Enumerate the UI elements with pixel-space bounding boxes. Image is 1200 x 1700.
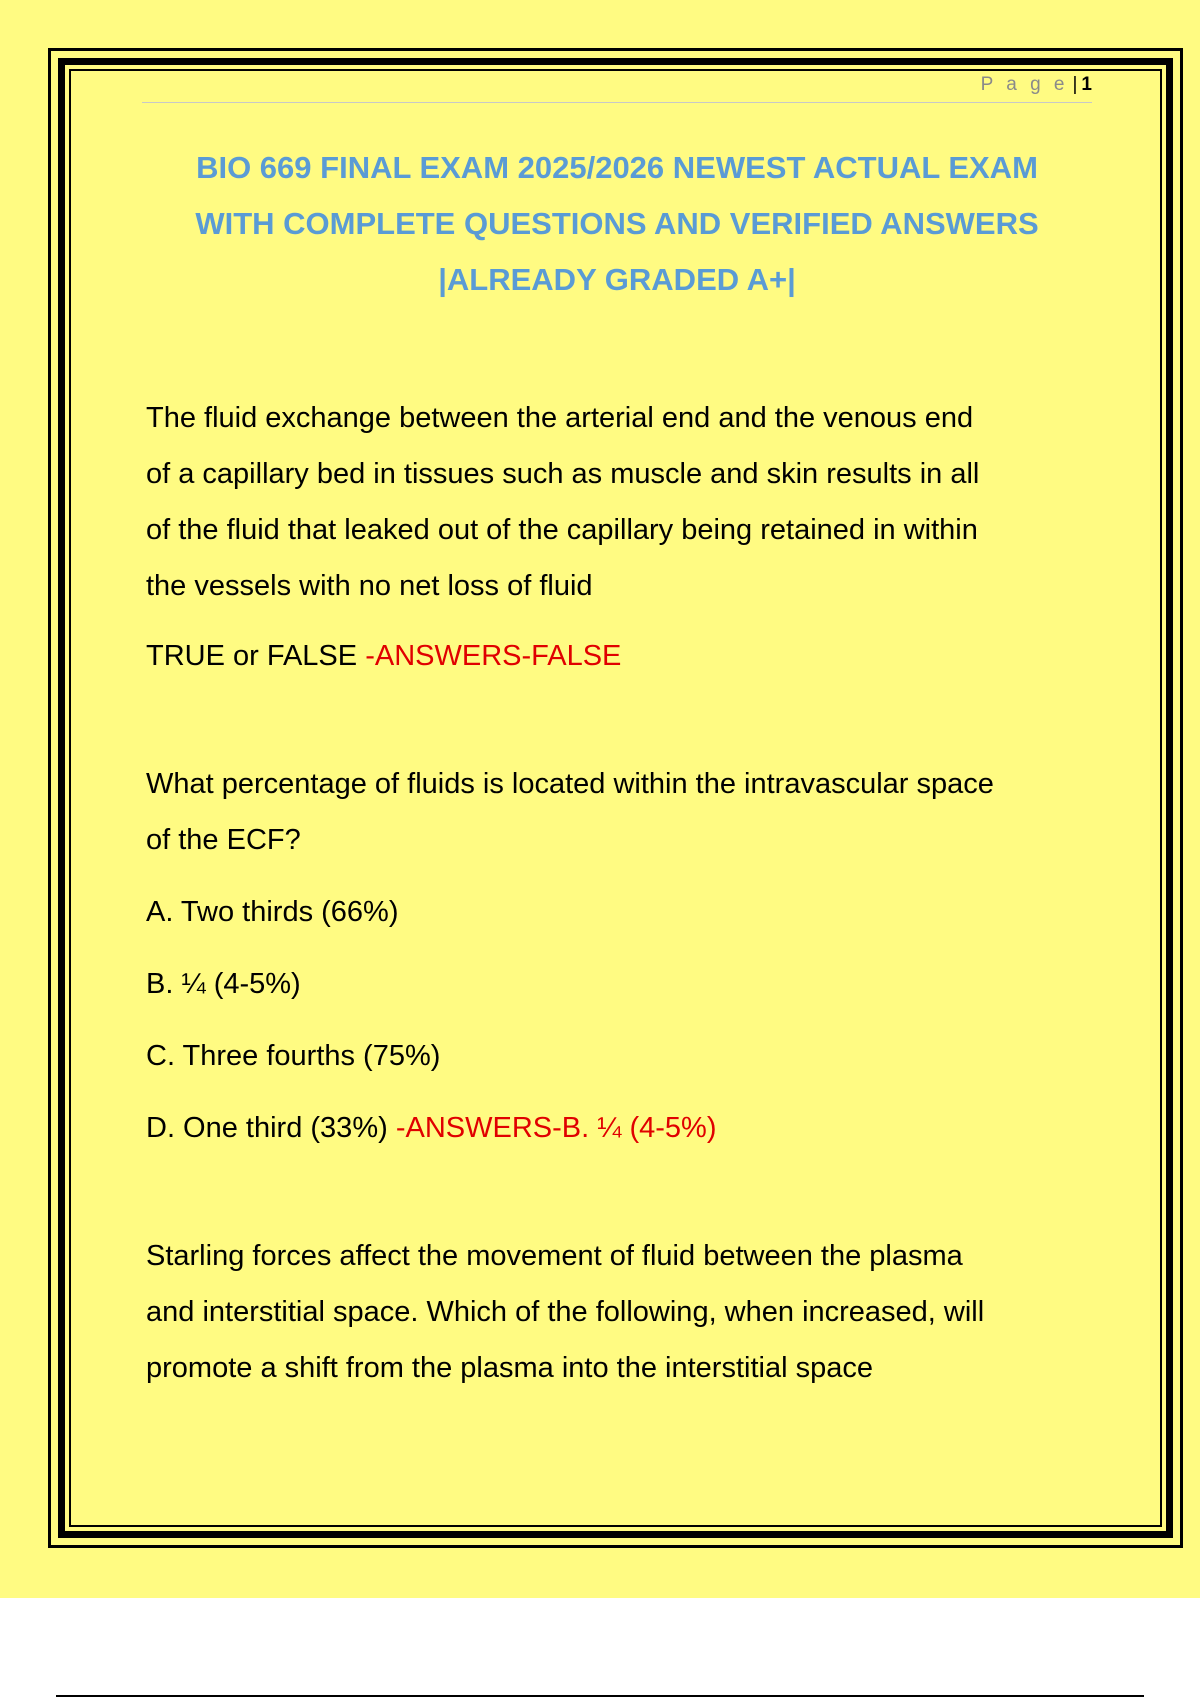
question-2-option-d-line bbox=[146, 1100, 1096, 1156]
question-1 bbox=[146, 390, 1096, 684]
page-label: P a g e bbox=[980, 74, 1069, 95]
question-2-text bbox=[146, 756, 1096, 868]
question-3-line-3: promote a shift from the plasma into the interstitial space bbox=[146, 1352, 873, 1384]
question-1-prompt: TRUE or FALSE bbox=[146, 640, 358, 672]
question-1-text bbox=[146, 390, 1096, 614]
question-2-line-2: of the ECF? bbox=[146, 824, 301, 856]
page-header bbox=[142, 74, 1092, 103]
question-2-option-c: C. Three fourths (75%) bbox=[146, 1040, 441, 1072]
question-2-line-1: What percentage of fluids is located within the intravascular space bbox=[146, 768, 994, 800]
document-title bbox=[142, 140, 1092, 308]
question-3-text bbox=[146, 1228, 1096, 1396]
question-2 bbox=[146, 756, 1096, 1156]
question-1-prompt-line bbox=[146, 628, 1096, 684]
question-3-line-2: and interstitial space. Which of the following, when increased, will bbox=[146, 1296, 985, 1328]
title-line-3: |ALREADY GRADED A+| bbox=[438, 262, 796, 297]
question-1-line-4: the vessels with no net loss of fluid bbox=[146, 570, 593, 602]
question-2-option-a: A. Two thirds (66%) bbox=[146, 896, 399, 928]
title-line-2: WITH COMPLETE QUESTIONS AND VERIFIED ANSWERS bbox=[195, 206, 1039, 241]
question-2-option-d: D. One third (33%) bbox=[146, 1112, 388, 1144]
question-1-line-3: of the fluid that leaked out of the capillary being retained in within bbox=[146, 514, 978, 546]
question-1-line-1: The fluid exchange between the arterial end and the venous end bbox=[146, 402, 974, 434]
question-2-option-b: B. ¼ (4-5%) bbox=[146, 968, 301, 1000]
page-separator: | bbox=[1072, 74, 1078, 95]
question-1-answer: -ANSWERS-FALSE bbox=[365, 640, 622, 672]
next-page-rule bbox=[56, 1695, 1144, 1697]
page-number: 1 bbox=[1081, 74, 1092, 95]
question-1-line-2: of a capillary bed in tissues such as muscle and skin results in all bbox=[146, 458, 980, 490]
question-2-answer: -ANSWERS-B. ¼ (4-5%) bbox=[395, 1112, 717, 1144]
question-3-line-1: Starling forces affect the movement of fluid between the plasma bbox=[146, 1240, 963, 1272]
document-body bbox=[146, 390, 1096, 1396]
title-line-1: BIO 669 FINAL EXAM 2025/2026 NEWEST ACTUAL EXAM bbox=[196, 150, 1038, 185]
question-3 bbox=[146, 1228, 1096, 1396]
